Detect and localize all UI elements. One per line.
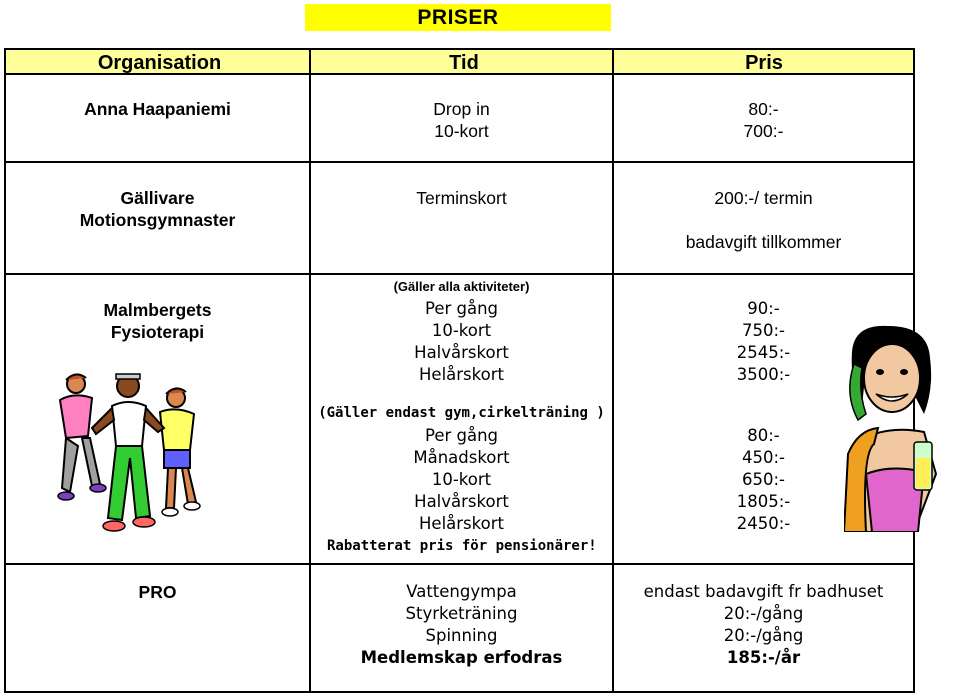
pris-line: 2450:- (736, 514, 791, 533)
row-divider (6, 563, 913, 565)
org-line: Malmbergets (103, 300, 212, 320)
pris-line: 200:-/ termin (714, 188, 813, 208)
pris-line: 3500:- (736, 365, 791, 384)
tid-line: Halvårskort (414, 492, 509, 511)
woman-drinking-clipart (844, 324, 940, 532)
pris-line: 80:- (748, 99, 779, 119)
price-table (4, 48, 915, 693)
tid-line: Medlemskap erfodras (360, 648, 563, 667)
header-tid: Tid (449, 52, 479, 74)
pris-gallivare (614, 187, 913, 253)
tid-line: Helårskort (419, 514, 504, 533)
pensioner-note: Rabatterat pris för pensionärer! (327, 538, 597, 554)
tid-line: Drop in (433, 99, 490, 119)
tid-malmberget-group1 (311, 298, 612, 386)
tid-line: Helårskort (419, 365, 504, 384)
tid-line: 10-kort (431, 321, 492, 340)
row-divider (6, 161, 913, 163)
tid-line: Halvårskort (414, 343, 509, 362)
tid-gallivare: Terminskort (416, 188, 507, 208)
joggers-clipart (52, 368, 202, 553)
header-organisation: Organisation (97, 52, 222, 74)
tid-line: 10-kort (434, 121, 489, 141)
pris-line: 700:- (743, 121, 784, 141)
pris-line: 650:- (741, 470, 785, 489)
pris-pro (614, 581, 913, 669)
org-pro: PRO (138, 582, 177, 602)
org-gallivare (6, 187, 309, 231)
page-title: PRISER (305, 4, 611, 31)
org-line: Gällivare (120, 188, 195, 208)
note-all-activities: (Gäller alla aktiviteter) (393, 279, 530, 294)
note-gym-only: (Gäller endast gym,cirkelträning ) (318, 405, 605, 421)
pris-anna (614, 98, 913, 142)
pris-line: badavgift tillkommer (685, 232, 842, 252)
tid-line: 10-kort (431, 470, 492, 489)
pris-line: 450:- (741, 448, 785, 467)
pris-line: 185:-/år (726, 648, 801, 667)
org-malmberget (6, 299, 309, 343)
tid-line: Månadskort (413, 448, 510, 467)
pris-line: 750:- (741, 321, 785, 340)
tid-line: Per gång (424, 299, 499, 318)
tid-anna (311, 98, 612, 142)
tid-malmberget-group2 (311, 425, 612, 535)
header-pris: Pris (745, 52, 783, 74)
org-line: Fysioterapi (110, 322, 205, 342)
tid-line: Vattengympa (406, 582, 517, 601)
pris-line: 1805:- (736, 492, 791, 511)
tid-line: Per gång (424, 426, 499, 445)
tid-line: Spinning (425, 626, 498, 645)
tid-line: Styrketräning (405, 604, 518, 623)
pris-line: 20:-/gång (723, 604, 804, 623)
pris-line: endast badavgift fr badhuset (643, 582, 884, 601)
pris-line: 90:- (747, 299, 780, 318)
pris-line: 80:- (747, 426, 780, 445)
tid-pro (311, 581, 612, 669)
row-divider (6, 273, 913, 275)
org-anna: Anna Haapaniemi (84, 99, 231, 119)
table-header (6, 48, 913, 75)
pris-line: 20:-/gång (723, 626, 804, 645)
org-line: Motionsgymnaster (79, 210, 236, 230)
pris-line: 2545:- (736, 343, 791, 362)
